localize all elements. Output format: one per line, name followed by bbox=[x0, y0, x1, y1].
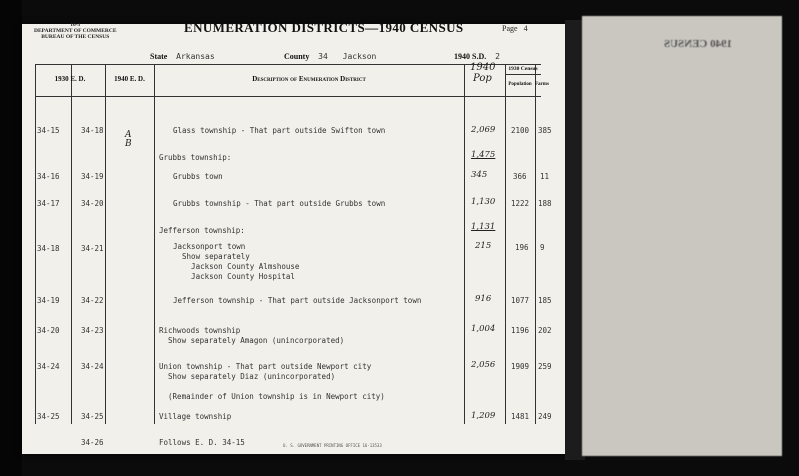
pop-1940-subnote: Pop bbox=[473, 73, 492, 84]
row-1940-pop: 1,004 bbox=[471, 324, 496, 334]
row-1940-ed: 34-24 bbox=[81, 362, 104, 371]
row-1930-ed: 34-20 bbox=[37, 326, 60, 335]
row-1940-pop: 345 bbox=[471, 170, 488, 180]
row-description: Jefferson township - That part outside Jacksonport town bbox=[173, 296, 422, 305]
col-header-population: Population bbox=[508, 82, 532, 87]
row-1940-pop: 2,069 bbox=[471, 125, 496, 135]
row-population: 366 bbox=[513, 172, 527, 181]
row-1940-ed: 34-19 bbox=[81, 172, 104, 181]
row-population: 1222 bbox=[511, 199, 530, 208]
facing-page bbox=[582, 16, 782, 456]
table-top-rule bbox=[35, 64, 541, 65]
col-divider bbox=[464, 64, 465, 424]
page-label: Page bbox=[502, 24, 518, 33]
row-population: 1077 bbox=[511, 296, 530, 305]
row-1940-ed: 34-20 bbox=[81, 199, 104, 208]
department-header bbox=[34, 22, 117, 40]
row-1940-pop: 916 bbox=[475, 294, 492, 304]
row-description: Jefferson township: bbox=[159, 226, 245, 235]
sd-value: 2 bbox=[495, 52, 500, 61]
row-description: Jacksonport town Show separately Jackson County Almshouse Jackson County Hospital bbox=[173, 242, 300, 281]
county-field bbox=[284, 52, 376, 61]
row-1940-pop: 1,131 bbox=[471, 222, 496, 232]
row-1930-ed: 34-19 bbox=[37, 296, 60, 305]
row-population: 2100 bbox=[511, 126, 530, 135]
row-description: Glass township - That part outside Swifton town bbox=[173, 126, 386, 135]
row-farms: 249 bbox=[538, 412, 552, 421]
col-divider bbox=[71, 64, 72, 424]
row-farms: 385 bbox=[538, 126, 552, 135]
col-header-1940-ed: 1940 E. D. bbox=[114, 75, 145, 83]
row-description: Grubbs town bbox=[173, 172, 223, 181]
row-farms: 188 bbox=[538, 199, 552, 208]
row-1930-ed: 34-16 bbox=[37, 172, 60, 181]
page-number: 4 bbox=[523, 24, 528, 33]
col-divider bbox=[535, 64, 536, 424]
row-description: Village township bbox=[159, 412, 232, 421]
row-farms: 9 bbox=[540, 243, 545, 252]
row-description: Richwoods township Show separately Amagon (unincorporated) bbox=[159, 326, 345, 345]
col-header-description: Description of Enumeration District bbox=[252, 75, 366, 83]
county-label: County bbox=[284, 52, 310, 61]
row-1940-pop: 1,475 bbox=[471, 150, 496, 160]
row-farms: 202 bbox=[538, 326, 552, 335]
row-farms: 259 bbox=[538, 362, 552, 371]
printer-footer: U. S. GOVERNMENT PRINTING OFFICE 16-13533 bbox=[283, 443, 382, 448]
department-name: DEPARTMENT OF COMMERCE bbox=[34, 28, 117, 34]
col-divider bbox=[505, 64, 506, 424]
sd-field bbox=[454, 52, 500, 61]
row-handwritten-marks: A B bbox=[125, 130, 132, 149]
scanner-edge bbox=[0, 0, 22, 476]
row-1940-pop: 1,209 bbox=[471, 411, 496, 421]
row-description: Union township - That part outside Newport city Show separately Diaz (unincorporated) (Remainder of Union township is in Newport city) bbox=[159, 362, 385, 401]
row-description: Grubbs township: bbox=[159, 153, 232, 162]
col-divider bbox=[154, 64, 155, 424]
row-1940-ed: 34-26 bbox=[81, 438, 104, 447]
row-description: Grubbs township - That part outside Grubbs town bbox=[173, 199, 386, 208]
col-header-farms: Farms bbox=[535, 82, 549, 87]
row-1940-ed: 34-22 bbox=[81, 296, 104, 305]
row-population: 1481 bbox=[511, 412, 530, 421]
row-1930-ed: 34-25 bbox=[37, 412, 60, 421]
header-rule bbox=[35, 96, 541, 97]
row-population: 1196 bbox=[511, 326, 530, 335]
form-number: 16-3 bbox=[70, 22, 81, 28]
sd-label: 1940 S.D. bbox=[454, 52, 487, 61]
county-code: 34 bbox=[318, 52, 328, 61]
row-farms: 185 bbox=[538, 296, 552, 305]
row-1940-pop: 1,130 bbox=[471, 197, 496, 207]
row-1940-ed: 34-18 bbox=[81, 126, 104, 135]
row-1930-ed: 34-24 bbox=[37, 362, 60, 371]
page-number-label bbox=[502, 24, 528, 33]
county-name: Jackson bbox=[342, 52, 377, 61]
row-farms: 11 bbox=[540, 172, 550, 181]
row-description: Follows E. D. 34-15 bbox=[159, 438, 245, 447]
census-subrule bbox=[505, 74, 541, 75]
row-population: 1909 bbox=[511, 362, 530, 371]
row-1940-ed: 34-21 bbox=[81, 244, 104, 253]
state-label: State bbox=[150, 52, 168, 61]
col-header-1930-census: 1930 Census bbox=[508, 66, 538, 72]
row-population: 196 bbox=[515, 243, 529, 252]
row-1930-ed: 34-17 bbox=[37, 199, 60, 208]
row-1930-ed: 34-18 bbox=[37, 244, 60, 253]
row-1940-pop: 2,056 bbox=[471, 360, 496, 370]
row-1940-ed: 34-25 bbox=[81, 412, 104, 421]
col-divider bbox=[105, 64, 106, 424]
pop-1940-note: 1940 bbox=[470, 62, 496, 73]
state-field bbox=[150, 52, 215, 61]
col-header-1930-ed: 1930 E. D. bbox=[54, 75, 86, 83]
row-1940-pop: 215 bbox=[475, 241, 492, 251]
facing-page-title: 1940 CENSUS bbox=[664, 38, 733, 50]
col-divider bbox=[35, 64, 36, 424]
row-1940-ed: 34-23 bbox=[81, 326, 104, 335]
row-1930-ed: 34-15 bbox=[37, 126, 60, 135]
state-value: Arkansas bbox=[176, 52, 215, 61]
page-title: ENUMERATION DISTRICTS—1940 CENSUS bbox=[184, 20, 464, 35]
bureau-name: BUREAU OF THE CENSUS bbox=[41, 34, 110, 40]
